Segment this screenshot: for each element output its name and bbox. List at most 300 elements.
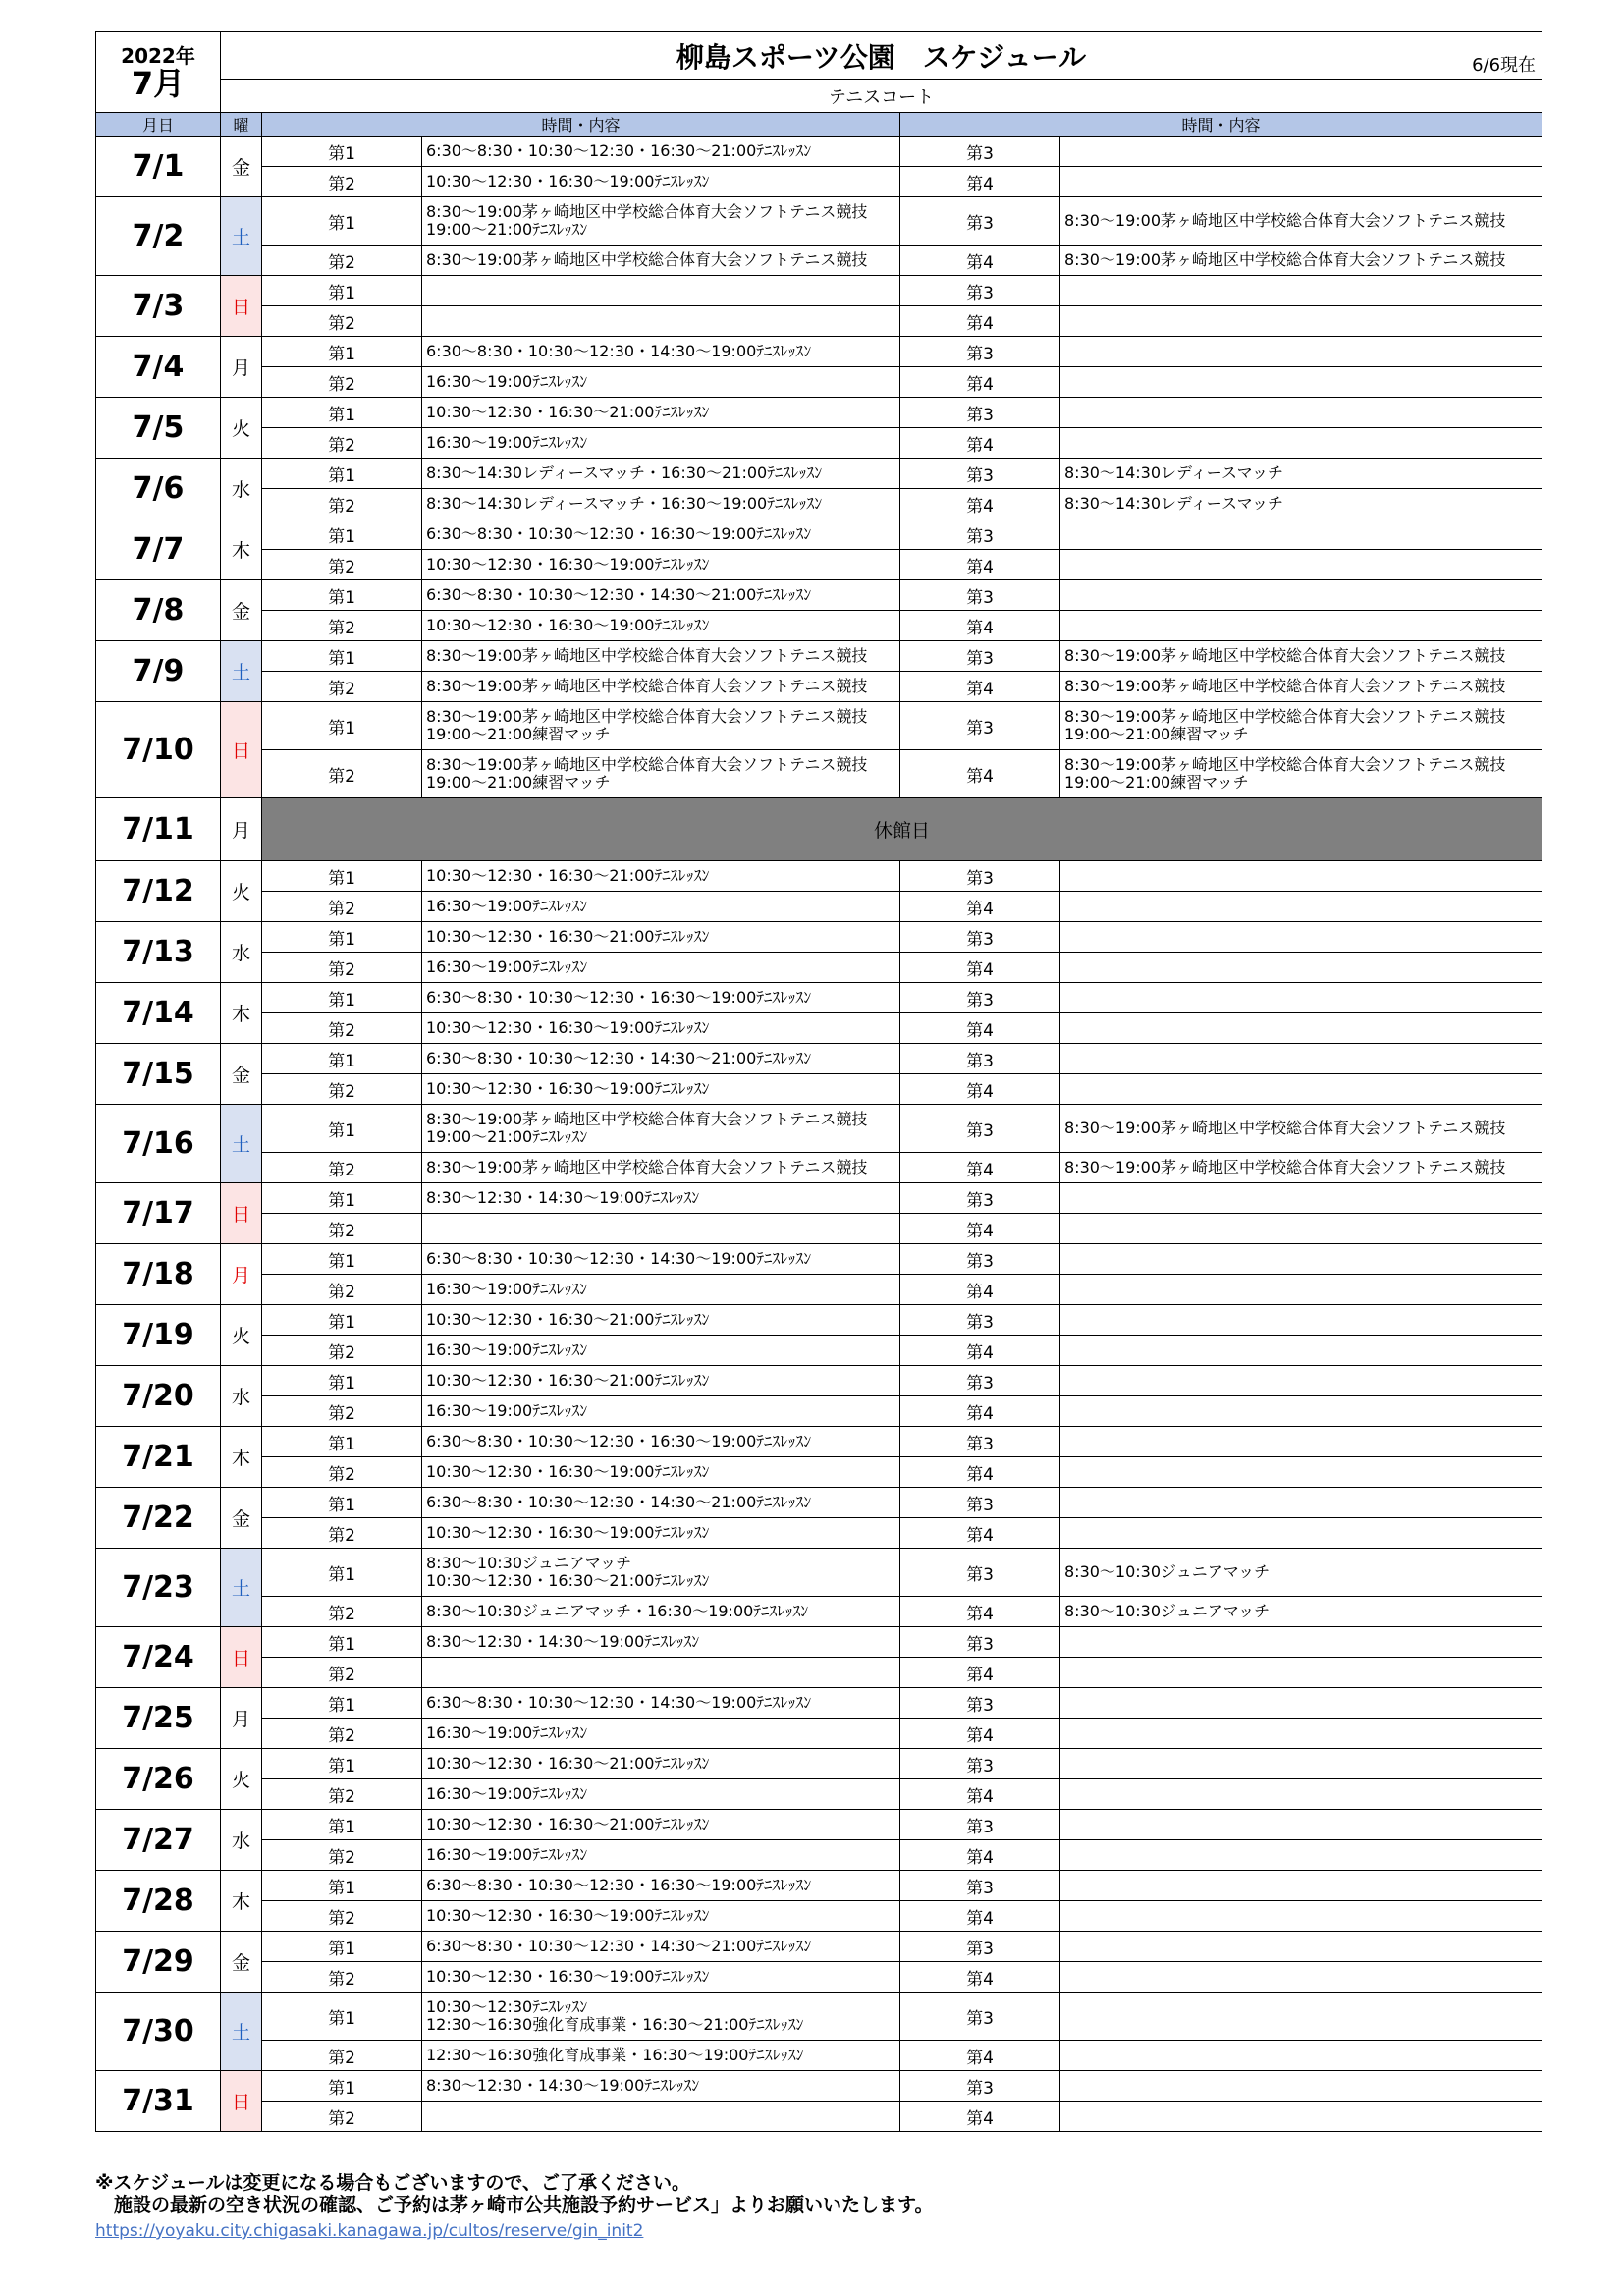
dow-cell: 金 [221, 1932, 262, 1993]
dow-cell: 木 [221, 1427, 262, 1488]
court-3-entry [1060, 1183, 1542, 1214]
court-4-entry: 8:30〜19:00茅ヶ崎地区中学校総合体育大会ソフトテニス競技 19:00〜21:00練習マッチ [1060, 750, 1542, 798]
court-3-entry [1060, 1366, 1542, 1396]
page-title [221, 32, 1542, 80]
day-row-second [96, 246, 1542, 276]
court-label: 第2 [262, 1901, 422, 1932]
day-row-second [96, 1719, 1542, 1749]
date-cell: 7/10 [96, 702, 221, 798]
court-1-entry: 6:30〜8:30・10:30〜12:30・16:30〜19:00ﾃﾆｽﾚｯｽﾝ [422, 1871, 900, 1901]
court-label: 第2 [262, 367, 422, 398]
court-label: 第1 [262, 137, 422, 167]
court-label: 第2 [262, 2102, 422, 2132]
court-label: 第4 [900, 953, 1060, 983]
court-3-entry [1060, 1627, 1542, 1658]
dow-cell: 月 [221, 1688, 262, 1749]
court-label: 第3 [900, 1305, 1060, 1336]
court-label: 第4 [900, 428, 1060, 459]
court-label: 第3 [900, 922, 1060, 953]
day-row-second [96, 489, 1542, 519]
court-1-entry: 10:30〜12:30・16:30〜21:00ﾃﾆｽﾚｯｽﾝ [422, 1749, 900, 1779]
court-2-entry: 16:30〜19:00ﾃﾆｽﾚｯｽﾝ [422, 1336, 900, 1366]
date-cell: 7/29 [96, 1932, 221, 1993]
court-label: 第4 [900, 672, 1060, 702]
court-1-entry: 8:30〜10:30ジュニアマッチ 10:30〜12:30・16:30〜21:00ﾃﾆｽﾚｯｽﾝ [422, 1549, 900, 1597]
court-label: 第4 [900, 167, 1060, 197]
date-cell: 7/30 [96, 1993, 221, 2071]
dow-cell: 水 [221, 922, 262, 983]
court-label: 第3 [900, 1105, 1060, 1153]
court-label: 第3 [900, 1044, 1060, 1074]
court-2-entry: 8:30〜14:30レディースマッチ・16:30〜19:00ﾃﾆｽﾚｯｽﾝ [422, 489, 900, 519]
court-label: 第1 [262, 1627, 422, 1658]
court-label: 第4 [900, 1013, 1060, 1044]
court-label: 第3 [900, 337, 1060, 367]
court-2-entry: 10:30〜12:30・16:30〜19:00ﾃﾆｽﾚｯｽﾝ [422, 1518, 900, 1549]
court-4-entry: 8:30〜10:30ジュニアマッチ [1060, 1597, 1542, 1627]
dow-cell: 木 [221, 983, 262, 1044]
court-label: 第4 [900, 611, 1060, 641]
court-label: 第3 [900, 983, 1060, 1013]
court-3-entry [1060, 137, 1542, 167]
court-label: 第1 [262, 1749, 422, 1779]
court-label: 第4 [900, 1457, 1060, 1488]
day-row [96, 1183, 1542, 1214]
court-1-entry [422, 276, 900, 306]
day-row [96, 1871, 1542, 1901]
court-2-entry [422, 2102, 900, 2132]
court-3-entry [1060, 1044, 1542, 1074]
day-row-second [96, 672, 1542, 702]
court-4-entry [1060, 1779, 1542, 1810]
court-label: 第4 [900, 1962, 1060, 1993]
date-cell: 7/3 [96, 276, 221, 337]
court-label: 第2 [262, 550, 422, 580]
day-row [96, 276, 1542, 306]
court-2-entry: 10:30〜12:30・16:30〜19:00ﾃﾆｽﾚｯｽﾝ [422, 1962, 900, 1993]
court-label: 第3 [900, 861, 1060, 892]
court-label: 第4 [900, 1840, 1060, 1871]
day-row [96, 1688, 1542, 1719]
day-row-second [96, 1396, 1542, 1427]
day-row-second [96, 953, 1542, 983]
court-2-entry: 10:30〜12:30・16:30〜19:00ﾃﾆｽﾚｯｽﾝ [422, 1901, 900, 1932]
court-2-entry: 10:30〜12:30・16:30〜19:00ﾃﾆｽﾚｯｽﾝ [422, 550, 900, 580]
date-cell: 7/9 [96, 641, 221, 702]
day-row-second [96, 367, 1542, 398]
day-row [96, 1244, 1542, 1275]
court-1-entry: 6:30〜8:30・10:30〜12:30・16:30〜19:00ﾃﾆｽﾚｯｽﾝ [422, 983, 900, 1013]
court-4-entry [1060, 1013, 1542, 1044]
court-4-entry [1060, 1719, 1542, 1749]
court-3-entry [1060, 1488, 1542, 1518]
court-1-entry: 10:30〜12:30・16:30〜21:00ﾃﾆｽﾚｯｽﾝ [422, 1305, 900, 1336]
court-1-entry: 6:30〜8:30・10:30〜12:30・14:30〜21:00ﾃﾆｽﾚｯｽﾝ [422, 1488, 900, 1518]
court-1-entry: 6:30〜8:30・10:30〜12:30・14:30〜21:00ﾃﾆｽﾚｯｽﾝ [422, 580, 900, 611]
court-3-entry [1060, 580, 1542, 611]
court-4-entry [1060, 1840, 1542, 1871]
court-4-entry [1060, 367, 1542, 398]
court-label: 第2 [262, 1214, 422, 1244]
court-4-entry: 8:30〜19:00茅ヶ崎地区中学校総合体育大会ソフトテニス競技 [1060, 672, 1542, 702]
court-label: 第3 [900, 1549, 1060, 1597]
court-4-entry [1060, 1457, 1542, 1488]
court-4-entry: 8:30〜14:30レディースマッチ [1060, 489, 1542, 519]
court-label: 第2 [262, 1275, 422, 1305]
date-cell: 7/16 [96, 1105, 221, 1183]
court-4-entry [1060, 167, 1542, 197]
court-label: 第1 [262, 641, 422, 672]
court-label: 第2 [262, 1457, 422, 1488]
dow-cell: 土 [221, 1993, 262, 2071]
day-row [96, 922, 1542, 953]
court-label: 第4 [900, 1214, 1060, 1244]
court-label: 第4 [900, 1153, 1060, 1183]
court-label: 第3 [900, 1810, 1060, 1840]
court-3-entry [1060, 1993, 1542, 2041]
reservation-link[interactable]: https://yoyaku.city.chigasaki.kanagawa.jp/cultos/reserve/gin_init2 [95, 2221, 644, 2241]
court-1-entry: 10:30〜12:30・16:30〜21:00ﾃﾆｽﾚｯｽﾝ [422, 922, 900, 953]
day-row [96, 459, 1542, 489]
court-2-entry [422, 1658, 900, 1688]
court-label: 第2 [262, 1013, 422, 1044]
court-label: 第4 [900, 306, 1060, 337]
date-cell: 7/11 [96, 798, 221, 861]
day-row-second [96, 1518, 1542, 1549]
court-1-entry: 6:30〜8:30・10:30〜12:30・14:30〜21:00ﾃﾆｽﾚｯｽﾝ [422, 1932, 900, 1962]
court-label: 第4 [900, 550, 1060, 580]
court-3-entry [1060, 398, 1542, 428]
court-label: 第4 [900, 1779, 1060, 1810]
date-cell: 7/21 [96, 1427, 221, 1488]
court-1-entry: 10:30〜12:30ﾃﾆｽﾚｯｽﾝ 12:30〜16:30強化育成事業・16:30〜21:00ﾃﾆｽﾚｯｽﾝ [422, 1993, 900, 2041]
date-cell: 7/5 [96, 398, 221, 459]
day-row-second [96, 1153, 1542, 1183]
court-1-entry: 6:30〜8:30・10:30〜12:30・14:30〜21:00ﾃﾆｽﾚｯｽﾝ [422, 1044, 900, 1074]
dow-cell: 日 [221, 2071, 262, 2132]
day-row [96, 641, 1542, 672]
day-row [96, 1305, 1542, 1336]
day-row-second [96, 306, 1542, 337]
day-row [96, 861, 1542, 892]
court-1-entry: 8:30〜19:00茅ヶ崎地区中学校総合体育大会ソフトテニス競技 [422, 641, 900, 672]
court-2-entry: 16:30〜19:00ﾃﾆｽﾚｯｽﾝ [422, 1719, 900, 1749]
header-year-month [96, 32, 221, 113]
day-row-second [96, 550, 1542, 580]
day-row [96, 702, 1542, 750]
court-label: 第3 [900, 519, 1060, 550]
dow-cell: 土 [221, 1105, 262, 1183]
court-label: 第2 [262, 1658, 422, 1688]
court-2-entry: 10:30〜12:30・16:30〜19:00ﾃﾆｽﾚｯｽﾝ [422, 611, 900, 641]
day-row-closed [96, 798, 1542, 861]
court-3-entry: 8:30〜19:00茅ヶ崎地区中学校総合体育大会ソフトテニス競技 [1060, 1105, 1542, 1153]
court-label: 第1 [262, 1305, 422, 1336]
day-row-second [96, 2102, 1542, 2132]
date-cell: 7/7 [96, 519, 221, 580]
court-label: 第1 [262, 337, 422, 367]
court-label: 第2 [262, 672, 422, 702]
court-label: 第2 [262, 1396, 422, 1427]
court-4-entry [1060, 1275, 1542, 1305]
court-label: 第2 [262, 1153, 422, 1183]
day-row-second [96, 892, 1542, 922]
dow-cell: 水 [221, 459, 262, 519]
court-3-entry [1060, 2071, 1542, 2102]
court-label: 第1 [262, 519, 422, 550]
court-2-entry: 16:30〜19:00ﾃﾆｽﾚｯｽﾝ [422, 428, 900, 459]
court-label: 第4 [900, 1336, 1060, 1366]
court-label: 第2 [262, 892, 422, 922]
day-row-second [96, 611, 1542, 641]
court-label: 第3 [900, 459, 1060, 489]
footer-notes [95, 2172, 1548, 2241]
date-cell: 7/1 [96, 137, 221, 197]
day-row-second [96, 1074, 1542, 1105]
court-4-entry [1060, 306, 1542, 337]
dow-cell: 日 [221, 1627, 262, 1688]
court-4-entry: 8:30〜19:00茅ヶ崎地区中学校総合体育大会ソフトテニス競技 [1060, 246, 1542, 276]
court-4-entry [1060, 1074, 1542, 1105]
court-label: 第4 [900, 1396, 1060, 1427]
court-label: 第1 [262, 1183, 422, 1214]
court-label: 第4 [900, 1719, 1060, 1749]
court-label: 第1 [262, 1366, 422, 1396]
day-row [96, 1810, 1542, 1840]
date-cell: 7/14 [96, 983, 221, 1044]
court-label: 第3 [900, 1993, 1060, 2041]
court-2-entry: 16:30〜19:00ﾃﾆｽﾚｯｽﾝ [422, 1396, 900, 1427]
court-2-entry: 16:30〜19:00ﾃﾆｽﾚｯｽﾝ [422, 1840, 900, 1871]
court-4-entry: 8:30〜19:00茅ヶ崎地区中学校総合体育大会ソフトテニス競技 [1060, 1153, 1542, 1183]
day-row-second [96, 1457, 1542, 1488]
court-label: 第2 [262, 611, 422, 641]
court-label: 第1 [262, 1488, 422, 1518]
court-2-entry: 8:30〜19:00茅ヶ崎地区中学校総合体育大会ソフトテニス競技 [422, 1153, 900, 1183]
date-cell: 7/24 [96, 1627, 221, 1688]
day-row-second [96, 1597, 1542, 1627]
date-cell: 7/19 [96, 1305, 221, 1366]
court-3-entry [1060, 337, 1542, 367]
dow-cell: 火 [221, 1305, 262, 1366]
court-3-entry [1060, 1932, 1542, 1962]
column-header-content-left: 時間・内容 [262, 113, 900, 137]
court-2-entry: 10:30〜12:30・16:30〜19:00ﾃﾆｽﾚｯｽﾝ [422, 167, 900, 197]
court-label: 第2 [262, 306, 422, 337]
dow-cell: 金 [221, 1044, 262, 1105]
court-2-entry: 16:30〜19:00ﾃﾆｽﾚｯｽﾝ [422, 367, 900, 398]
dow-cell: 水 [221, 1810, 262, 1871]
court-label: 第3 [900, 1488, 1060, 1518]
dow-cell: 土 [221, 197, 262, 276]
date-cell: 7/15 [96, 1044, 221, 1105]
court-3-entry [1060, 1871, 1542, 1901]
date-cell: 7/6 [96, 459, 221, 519]
dow-cell: 火 [221, 861, 262, 922]
day-row-second [96, 1962, 1542, 1993]
dow-cell: 日 [221, 1183, 262, 1244]
court-4-entry [1060, 611, 1542, 641]
court-label: 第3 [900, 1366, 1060, 1396]
court-label: 第1 [262, 861, 422, 892]
as-of-date: 6/6現在 [1472, 55, 1537, 76]
court-1-entry: 10:30〜12:30・16:30〜21:00ﾃﾆｽﾚｯｽﾝ [422, 1366, 900, 1396]
court-label: 第2 [262, 1962, 422, 1993]
day-row [96, 337, 1542, 367]
day-row-second [96, 167, 1542, 197]
court-label: 第2 [262, 1597, 422, 1627]
date-cell: 7/13 [96, 922, 221, 983]
day-row-second [96, 1840, 1542, 1871]
court-label: 第3 [900, 702, 1060, 750]
day-row [96, 137, 1542, 167]
month-label: 7月 [131, 64, 186, 102]
court-label: 第1 [262, 1044, 422, 1074]
court-3-entry [1060, 1427, 1542, 1457]
day-row-second [96, 1779, 1542, 1810]
title-text: 柳島スポーツ公園 スケジュール [676, 40, 1087, 74]
court-2-entry [422, 306, 900, 337]
dow-cell: 土 [221, 641, 262, 702]
court-label: 第4 [900, 367, 1060, 398]
day-row-second [96, 1214, 1542, 1244]
dow-cell: 月 [221, 798, 262, 861]
court-label: 第1 [262, 459, 422, 489]
date-cell: 7/17 [96, 1183, 221, 1244]
facility-name: テニスコート [221, 80, 1542, 113]
court-label: 第3 [900, 1871, 1060, 1901]
court-2-entry: 16:30〜19:00ﾃﾆｽﾚｯｽﾝ [422, 1779, 900, 1810]
closed-cell: 休館日 [262, 798, 1542, 861]
schedule-sheet [95, 31, 1542, 2132]
court-3-entry: 8:30〜19:00茅ヶ崎地区中学校総合体育大会ソフトテニス競技 19:00〜21:00練習マッチ [1060, 702, 1542, 750]
court-label: 第2 [262, 1336, 422, 1366]
day-row [96, 197, 1542, 246]
court-3-entry [1060, 1810, 1542, 1840]
schedule-table [95, 31, 1542, 2132]
day-row-second [96, 1901, 1542, 1932]
court-label: 第3 [900, 1749, 1060, 1779]
day-row [96, 580, 1542, 611]
court-3-entry [1060, 861, 1542, 892]
court-3-entry [1060, 1749, 1542, 1779]
court-4-entry [1060, 1962, 1542, 1993]
court-1-entry: 10:30〜12:30・16:30〜21:00ﾃﾆｽﾚｯｽﾝ [422, 398, 900, 428]
court-label: 第3 [900, 137, 1060, 167]
court-label: 第3 [900, 1183, 1060, 1214]
court-3-entry [1060, 1305, 1542, 1336]
court-4-entry [1060, 550, 1542, 580]
court-label: 第1 [262, 1549, 422, 1597]
court-label: 第4 [900, 1901, 1060, 1932]
day-row [96, 1366, 1542, 1396]
day-row [96, 1749, 1542, 1779]
court-2-entry: 10:30〜12:30・16:30〜19:00ﾃﾆｽﾚｯｽﾝ [422, 1457, 900, 1488]
court-4-entry [1060, 1518, 1542, 1549]
day-row [96, 983, 1542, 1013]
court-label: 第1 [262, 922, 422, 953]
court-2-entry: 8:30〜19:00茅ヶ崎地区中学校総合体育大会ソフトテニス競技 19:00〜21:00練習マッチ [422, 750, 900, 798]
column-header-content-right: 時間・内容 [900, 113, 1542, 137]
dow-cell: 月 [221, 1244, 262, 1305]
court-label: 第1 [262, 1105, 422, 1153]
court-label: 第3 [900, 1627, 1060, 1658]
court-2-entry: 8:30〜10:30ジュニアマッチ・16:30〜19:00ﾃﾆｽﾚｯｽﾝ [422, 1597, 900, 1627]
court-label: 第1 [262, 580, 422, 611]
dow-cell: 金 [221, 137, 262, 197]
court-4-entry [1060, 953, 1542, 983]
day-row-second [96, 428, 1542, 459]
dow-cell: 日 [221, 276, 262, 337]
court-label: 第4 [900, 489, 1060, 519]
court-3-entry [1060, 519, 1542, 550]
day-row-second [96, 2041, 1542, 2071]
court-4-entry [1060, 1336, 1542, 1366]
court-label: 第3 [900, 276, 1060, 306]
court-3-entry [1060, 1244, 1542, 1275]
court-1-entry: 8:30〜12:30・14:30〜19:00ﾃﾆｽﾚｯｽﾝ [422, 2071, 900, 2102]
day-row-second [96, 1336, 1542, 1366]
notice-change: ※スケジュールは変更になる場合もございますので、ご了承ください。 [95, 2172, 690, 2194]
court-label: 第2 [262, 953, 422, 983]
court-2-entry [422, 1214, 900, 1244]
court-label: 第1 [262, 1810, 422, 1840]
court-label: 第4 [900, 1275, 1060, 1305]
day-row [96, 1427, 1542, 1457]
court-label: 第4 [900, 2041, 1060, 2071]
dow-cell: 火 [221, 1749, 262, 1810]
court-label: 第2 [262, 489, 422, 519]
court-1-entry: 6:30〜8:30・10:30〜12:30・14:30〜19:00ﾃﾆｽﾚｯｽﾝ [422, 337, 900, 367]
court-label: 第3 [900, 398, 1060, 428]
court-label: 第2 [262, 1779, 422, 1810]
court-label: 第4 [900, 246, 1060, 276]
court-label: 第4 [900, 1658, 1060, 1688]
court-1-entry: 6:30〜8:30・10:30〜12:30・16:30〜21:00ﾃﾆｽﾚｯｽﾝ [422, 137, 900, 167]
court-label: 第2 [262, 1518, 422, 1549]
court-label: 第4 [900, 1518, 1060, 1549]
day-row-second [96, 1275, 1542, 1305]
court-label: 第3 [900, 641, 1060, 672]
dow-cell: 金 [221, 580, 262, 641]
dow-cell: 木 [221, 1871, 262, 1932]
court-label: 第2 [262, 1074, 422, 1105]
column-header-date: 月日 [96, 113, 221, 137]
court-4-entry [1060, 1901, 1542, 1932]
court-2-entry: 8:30〜19:00茅ヶ崎地区中学校総合体育大会ソフトテニス競技 [422, 246, 900, 276]
court-label: 第1 [262, 1871, 422, 1901]
day-row [96, 1549, 1542, 1597]
court-1-entry: 10:30〜12:30・16:30〜21:00ﾃﾆｽﾚｯｽﾝ [422, 861, 900, 892]
court-label: 第2 [262, 246, 422, 276]
court-label: 第4 [900, 1597, 1060, 1627]
dow-cell: 金 [221, 1488, 262, 1549]
court-1-entry: 8:30〜19:00茅ヶ崎地区中学校総合体育大会ソフトテニス競技 19:00〜21:00練習マッチ [422, 702, 900, 750]
court-label: 第1 [262, 197, 422, 246]
court-label: 第3 [900, 580, 1060, 611]
court-label: 第4 [900, 1074, 1060, 1105]
court-label: 第2 [262, 2041, 422, 2071]
day-row [96, 398, 1542, 428]
court-3-entry [1060, 983, 1542, 1013]
dow-cell: 月 [221, 337, 262, 398]
court-1-entry: 8:30〜19:00茅ヶ崎地区中学校総合体育大会ソフトテニス競技 19:00〜21:00ﾃﾆｽﾚｯｽﾝ [422, 1105, 900, 1153]
day-row [96, 1105, 1542, 1153]
court-4-entry [1060, 892, 1542, 922]
court-3-entry [1060, 1688, 1542, 1719]
day-row-second [96, 1013, 1542, 1044]
dow-cell: 木 [221, 519, 262, 580]
